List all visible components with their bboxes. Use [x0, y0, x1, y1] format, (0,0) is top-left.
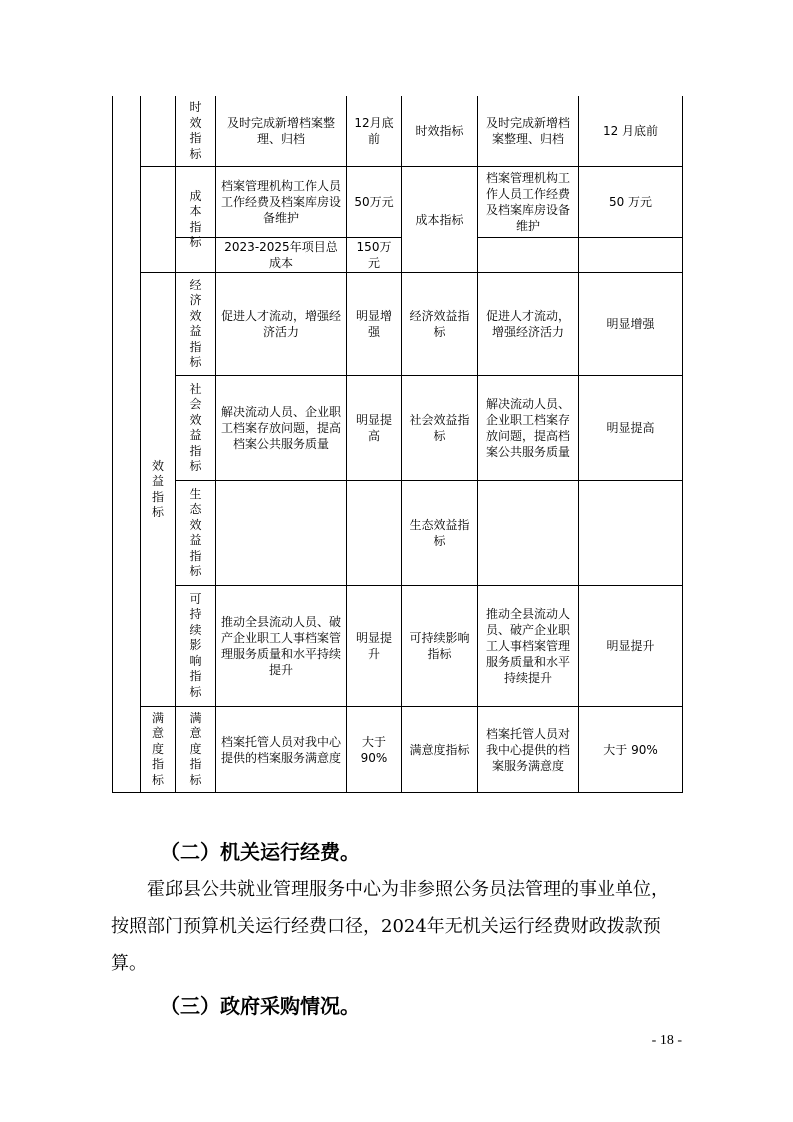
tertiary-indicator: 满 意 度 指 标: [189, 710, 202, 787]
indicator-value: 明显提升: [355, 631, 392, 661]
indicator-content-2: 促进人才流动，增强经济活力: [485, 309, 570, 339]
indicator-value: 12月底前: [354, 116, 394, 146]
indicator-content: 解决流动人员、企业职工档案存放问题，提高档案公共服务质量: [220, 405, 341, 451]
indicator-value: 明显提高: [355, 413, 392, 443]
indicator-content: 及时完成新增档案整理、归档: [226, 116, 335, 146]
indicator-value-2: 大于 90%: [603, 742, 658, 757]
tertiary-indicator: 可 持 续 影 响 指 标: [189, 591, 202, 699]
indicator-content: 档案管理机构工作人员工作经费及档案库房设备维护: [220, 179, 341, 225]
indicator-value-2: 明显提高: [606, 421, 655, 435]
indicator-name: 可持续影响指标: [409, 631, 470, 661]
tertiary-indicator: 生 态 效 益 指 标: [189, 486, 202, 578]
section-paragraph: 霍邱县公共就业管理服务中心为非参照公务员法管理的事业单位，按照部门预算机关运行经费口径，2024年无机关运行经费财政拨款预算。: [111, 879, 669, 974]
row-divider: [477, 237, 683, 238]
indicator-value: 150万元: [356, 240, 392, 270]
indicator-content-2: 及时完成新增档案整理、归档: [485, 116, 570, 146]
indicator-value: 50万元: [354, 195, 394, 209]
indicator-content: 促进人才流动，增强经济活力: [220, 309, 341, 339]
page-number: - 18 -: [651, 1033, 682, 1048]
indicator-name: 社会效益指标: [409, 413, 470, 443]
table-left-border: [112, 96, 113, 793]
indicator-content: 档案托管人员对我中心提供的档案服务满意度: [220, 734, 341, 765]
indicator-content-2: 推动全县流动人员、破产企业职工人事档案管理服务质量和水平持续提升: [485, 607, 570, 685]
indicator-content-2: 档案管理机构工作人员工作经费及档案库房设备维护: [485, 171, 570, 233]
section-heading: （三）政府采购情况。: [160, 994, 360, 1018]
tertiary-indicator: 成 本 指 标: [189, 188, 202, 249]
secondary-indicator: 效 益 指 标: [151, 458, 164, 519]
indicator-name: 时效指标: [415, 124, 464, 138]
tertiary-indicator: 社 会 效 益 指 标: [189, 381, 202, 473]
indicator-name: 经济效益指标: [409, 309, 470, 339]
secondary-indicator: 满 意 度 指 标: [151, 710, 164, 787]
tertiary-indicator: 经 济 效 益 指 标: [189, 277, 202, 369]
section-heading: （二）机关运行经费。: [160, 840, 360, 864]
indicator-value-2: 明显增强: [606, 317, 655, 331]
tertiary-indicator: 时 效 指 标: [189, 100, 202, 161]
indicator-content-2: 档案托管人员对我中心提供的档案服务满意度: [485, 726, 570, 773]
indicator-content: 推动全县流动人员、破产企业职工人事档案管理服务质量和水平持续提升: [220, 615, 341, 677]
table-right-border: [682, 96, 683, 793]
indicator-value: 大于90%: [360, 734, 388, 765]
indicator-name: 满意度指标: [409, 742, 470, 757]
indicator-value-2: 明显提升: [606, 639, 655, 653]
indicator-content-2: 解决流动人员、企业职工档案存放问题，提高档案公共服务质量: [485, 397, 570, 459]
indicator-name: 生态效益指标: [409, 518, 470, 548]
indicator-content: 2023-2025年项目总成本: [224, 240, 338, 270]
indicator-value: 明显增强: [355, 309, 392, 339]
indicator-value-2: 12 月底前: [602, 124, 659, 138]
table-bottom-border: [112, 792, 683, 793]
performance-indicator-table: [112, 96, 683, 793]
indicator-value-2: 50 万元: [608, 195, 653, 209]
indicator-name: 成本指标: [415, 212, 464, 227]
